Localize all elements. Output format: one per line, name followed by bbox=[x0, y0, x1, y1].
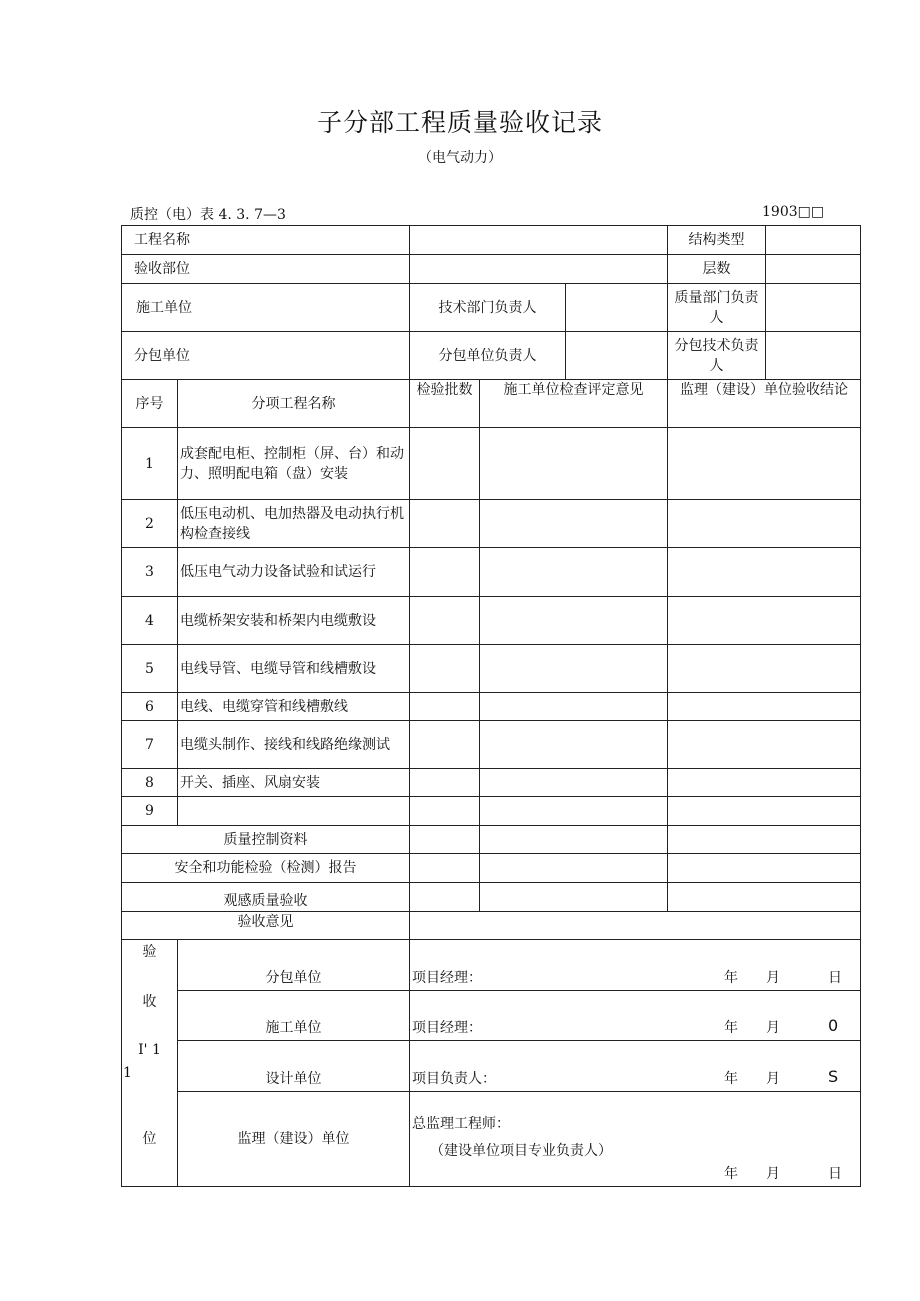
item-conclusion[interactable] bbox=[668, 645, 861, 693]
item-opinion[interactable] bbox=[480, 769, 668, 797]
sig-month: 月 bbox=[766, 1166, 780, 1182]
item-conclusion[interactable] bbox=[668, 428, 861, 500]
item-no: 2 bbox=[122, 500, 178, 548]
acceptance-record-table bbox=[121, 225, 861, 1187]
sig-day: 日 bbox=[828, 1166, 842, 1182]
item-no: 1 bbox=[122, 428, 178, 500]
sig-row-supervision[interactable] bbox=[410, 1092, 861, 1187]
subcontract-unit-label: 分包单位 bbox=[122, 332, 410, 380]
table-row bbox=[122, 597, 861, 645]
item-conclusion[interactable] bbox=[668, 500, 861, 548]
sig-year: 年 bbox=[724, 1166, 738, 1182]
item-batches[interactable] bbox=[410, 597, 480, 645]
quality-docs-opinion[interactable] bbox=[480, 826, 668, 854]
quality-dept-head-label: 质量部门负责人 bbox=[668, 284, 766, 332]
item-name bbox=[178, 797, 410, 826]
subcontract-head-label: 分包单位负责人 bbox=[410, 332, 566, 380]
item-name: 成套配电柜、控制柜（屏、台）和动力、照明配电箱（盘）安装 bbox=[178, 428, 410, 500]
subcontract-tech-head-label: 分包技术负责人 bbox=[668, 332, 766, 380]
tech-dept-head-value[interactable] bbox=[566, 284, 668, 332]
item-name: 开关、插座、风扇安装 bbox=[178, 769, 410, 797]
item-name: 电缆头制作、接线和线路绝缘测试 bbox=[178, 721, 410, 769]
col-conclusion-header: 监理（建设）单位验收结论 bbox=[668, 380, 861, 428]
acceptance-unit-vertical-label bbox=[122, 940, 178, 1187]
item-conclusion[interactable] bbox=[668, 693, 861, 721]
acceptance-part-label: 验收部位 bbox=[122, 255, 410, 284]
sig-year: 年 bbox=[724, 1020, 738, 1036]
item-conclusion[interactable] bbox=[668, 548, 861, 597]
project-name-label: 工程名称 bbox=[122, 226, 410, 255]
sig-unit-subcontract: 分包单位 bbox=[178, 940, 410, 991]
sig-row-design[interactable] bbox=[410, 1041, 861, 1092]
structure-type-label: 结构类型 bbox=[668, 226, 766, 255]
quality-docs-conclusion[interactable] bbox=[668, 826, 861, 854]
sig-role: 项目负责人： bbox=[412, 1071, 496, 1087]
subcontract-tech-head-value[interactable] bbox=[766, 332, 861, 380]
item-opinion[interactable] bbox=[480, 548, 668, 597]
project-name-value[interactable] bbox=[410, 226, 668, 255]
item-name: 电缆桥架安装和桥架内电缆敷设 bbox=[178, 597, 410, 645]
item-batches[interactable] bbox=[410, 500, 480, 548]
item-no: 7 bbox=[122, 721, 178, 769]
sig-day: 日 bbox=[828, 970, 842, 986]
item-opinion[interactable] bbox=[480, 721, 668, 769]
form-serial: 1903□□ bbox=[762, 204, 825, 220]
item-conclusion[interactable] bbox=[668, 721, 861, 769]
item-batches[interactable] bbox=[410, 428, 480, 500]
sig-role: 项目经理： bbox=[412, 970, 482, 986]
item-opinion[interactable] bbox=[480, 797, 668, 826]
form-code: 质控（电）表 4. 3. 7—3 bbox=[130, 207, 286, 223]
quality-docs-batches[interactable] bbox=[410, 826, 480, 854]
col-opinion-header: 施工单位检查评定意见 bbox=[480, 380, 668, 428]
vlabel-char: I' 1 bbox=[138, 1042, 161, 1058]
item-conclusion[interactable] bbox=[668, 797, 861, 826]
appearance-label: 观感质量验收 bbox=[122, 883, 410, 912]
sig-month: 月 bbox=[766, 970, 780, 986]
table-row bbox=[122, 721, 861, 769]
acceptance-part-value[interactable] bbox=[410, 255, 668, 284]
quality-docs-label: 质量控制资料 bbox=[122, 826, 410, 854]
item-no: 3 bbox=[122, 548, 178, 597]
item-opinion[interactable] bbox=[480, 500, 668, 548]
sig-unit-supervision: 监理（建设）单位 bbox=[178, 1092, 410, 1187]
item-opinion[interactable] bbox=[480, 597, 668, 645]
item-batches[interactable] bbox=[410, 797, 480, 826]
safety-report-batches[interactable] bbox=[410, 854, 480, 883]
safety-report-conclusion[interactable] bbox=[668, 854, 861, 883]
sig-unit-construction: 施工单位 bbox=[178, 991, 410, 1041]
subcontract-head-value[interactable] bbox=[566, 332, 668, 380]
item-conclusion[interactable] bbox=[668, 769, 861, 797]
item-batches[interactable] bbox=[410, 769, 480, 797]
item-opinion[interactable] bbox=[480, 693, 668, 721]
item-no: 8 bbox=[122, 769, 178, 797]
col-batches-header: 检验批数 bbox=[410, 380, 480, 428]
safety-report-label: 安全和功能检验（检测）报告 bbox=[122, 854, 410, 883]
item-conclusion[interactable] bbox=[668, 597, 861, 645]
item-batches[interactable] bbox=[410, 645, 480, 693]
sig-year: 年 bbox=[724, 970, 738, 986]
item-no: 4 bbox=[122, 597, 178, 645]
table-row bbox=[122, 797, 861, 826]
sig-day: S bbox=[828, 1067, 839, 1086]
appearance-conclusion[interactable] bbox=[668, 883, 861, 912]
table-row bbox=[122, 693, 861, 721]
table-row bbox=[122, 645, 861, 693]
safety-report-opinion[interactable] bbox=[480, 854, 668, 883]
appearance-opinion[interactable] bbox=[480, 883, 668, 912]
vlabel-char: 收 bbox=[142, 994, 157, 1010]
tech-dept-head-label: 技术部门负责人 bbox=[410, 284, 566, 332]
table-row bbox=[122, 769, 861, 797]
sig-role: 项目经理： bbox=[412, 1020, 482, 1036]
item-no: 5 bbox=[122, 645, 178, 693]
item-batches[interactable] bbox=[410, 693, 480, 721]
item-name: 低压电气动力设备试验和试运行 bbox=[178, 548, 410, 597]
sig-role: 总监理工程师： bbox=[412, 1116, 510, 1132]
page-title: 子分部工程质量验收记录 bbox=[316, 108, 603, 137]
vlabel-char: 验 bbox=[142, 944, 157, 960]
quality-dept-head-value[interactable] bbox=[766, 284, 861, 332]
sig-month: 月 bbox=[766, 1020, 780, 1036]
table-row bbox=[122, 500, 861, 548]
vlabel-char: 1 bbox=[123, 1065, 132, 1081]
floors-label: 层数 bbox=[668, 255, 766, 284]
table-row bbox=[122, 428, 861, 500]
item-opinion[interactable] bbox=[480, 428, 668, 500]
sig-role-note: （建设单位项目专业负责人） bbox=[430, 1143, 612, 1159]
item-no: 9 bbox=[122, 797, 178, 826]
item-name: 低压电动机、电加热器及电动执行机构检查接线 bbox=[178, 500, 410, 548]
table-row bbox=[122, 548, 861, 597]
item-opinion[interactable] bbox=[480, 645, 668, 693]
appearance-batches[interactable] bbox=[410, 883, 480, 912]
item-batches[interactable] bbox=[410, 721, 480, 769]
page-subtitle: （电气动力） bbox=[418, 150, 502, 166]
col-name-header: 分项工程名称 bbox=[178, 380, 410, 428]
floors-value[interactable] bbox=[766, 255, 861, 284]
structure-type-value[interactable] bbox=[766, 226, 861, 255]
sig-row-construction[interactable] bbox=[410, 991, 861, 1041]
sig-row-subcontract[interactable] bbox=[410, 940, 861, 991]
construction-unit-label: 施工单位 bbox=[122, 284, 410, 332]
col-no-header: 序号 bbox=[122, 380, 178, 428]
sig-year: 年 bbox=[724, 1071, 738, 1087]
sig-day: 0 bbox=[828, 1016, 839, 1035]
vlabel-char: 位 bbox=[142, 1131, 157, 1147]
acceptance-opinion-label: 验收意见 bbox=[122, 912, 410, 940]
sig-month: 月 bbox=[766, 1071, 780, 1087]
sig-unit-design: 设计单位 bbox=[178, 1041, 410, 1092]
acceptance-opinion-value[interactable] bbox=[410, 912, 861, 940]
item-name: 电线、电缆穿管和线槽敷线 bbox=[178, 693, 410, 721]
item-batches[interactable] bbox=[410, 548, 480, 597]
item-no: 6 bbox=[122, 693, 178, 721]
item-name: 电线导管、电缆导管和线槽敷设 bbox=[178, 645, 410, 693]
